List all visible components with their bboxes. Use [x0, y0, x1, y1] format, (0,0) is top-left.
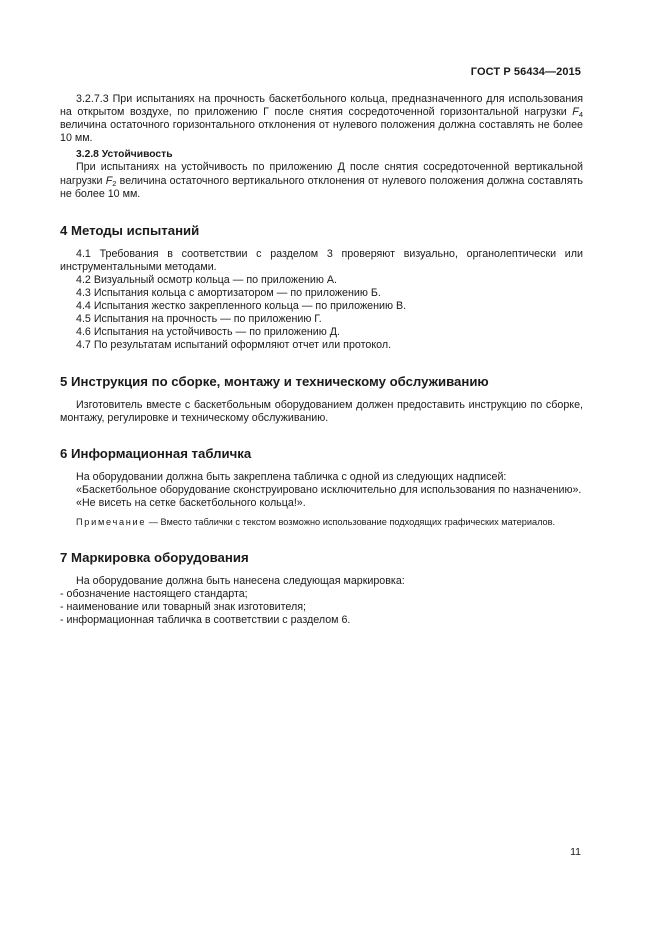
load-symbol: F: [572, 106, 579, 119]
clause-4-2: 4.2 Визуальный осмотр кольца — по приложению А.: [76, 273, 337, 286]
clause-3-2-7-3: 3.2.7.3 При испытаниях на прочность баскетбольного кольца, предназначенного для использования на открытом воздухе, по приложению Г после снятия сосредоточенной горизонтальной нагрузки $F_4$ величина остаточного горизонтального отклонения от нулевого положения должна составлять не более 10 мм.: [60, 93, 583, 145]
clause-4-4: 4.4 Испытания жестко закрепленного кольца — по приложению В.: [76, 300, 407, 313]
section-7-heading: 7 Маркировка оборудования: [60, 549, 249, 565]
clause-3-2-8-text: При испытаниях на устойчивость по приложению Д после снятия сосредоточенной вертикальной нагрузки $F_2$ величина остаточного вертикального отклонения от нулевого положения должна составлять не более 10 мм.: [60, 161, 583, 200]
section-5-text: Изготовитель вместе с баскетбольным оборудованием должен предоставить инструкцию по сборке, монтажу, регулировке и техническому обслуживанию.: [60, 398, 583, 424]
section-6-heading: 6 Информационная табличка: [60, 445, 252, 461]
marking-item: - информационная табличка в соответствии с разделом 6.: [60, 613, 351, 626]
page-content: [60, 93, 583, 627]
clause-4-6: 4.6 Испытания на устойчивость — по приложению Д.: [76, 326, 340, 339]
clause-4-1: 4.1 Требования в соответствии с разделом 3 проверяют визуально, органолептически или инструментальными методами.: [60, 247, 583, 273]
clause-4-5: 4.5 Испытания на прочность — по приложению Г.: [76, 313, 322, 326]
section-6-text: На оборудовании должна быть закреплена табличка с одной из следующих надписей:: [76, 470, 507, 483]
load-subscript: 4: [578, 110, 583, 120]
sign-text-1: «Баскетбольное оборудование сконструировано исключительно для использования по назначению».: [76, 483, 582, 496]
load-symbol: F: [105, 174, 113, 187]
standard-code: ГОСТ Р 56434—2015: [470, 66, 581, 78]
page-number: 11: [570, 846, 581, 858]
note-text: — Вместо таблички с текстом возможно использование подходящих графических материалов.: [146, 516, 556, 527]
section-7-text: На оборудование должна быть нанесена следующая маркировка:: [76, 574, 405, 587]
load-subscript: 2: [112, 178, 117, 188]
clause-4-3: 4.3 Испытания кольца с амортизатором — по приложению Б.: [76, 287, 381, 300]
section-4-heading: 4 Методы испытаний: [60, 222, 200, 238]
marking-item: - наименование или товарный знак изготовителя;: [60, 600, 306, 613]
marking-item: - обозначение настоящего стандарта;: [60, 587, 248, 600]
note: [60, 516, 583, 529]
clause-3-2-8-title: 3.2.8 Устойчивость: [76, 149, 173, 161]
sign-text-2: «Не висеть на сетке баскетбольного кольца!».: [76, 496, 306, 509]
section-5-heading: 5 Инструкция по сборке, монтажу и техническому обслуживанию: [60, 373, 489, 389]
note-label: Примечание: [76, 516, 147, 527]
clause-4-7: 4.7 По результатам испытаний оформляют отчет или протокол.: [76, 339, 392, 352]
